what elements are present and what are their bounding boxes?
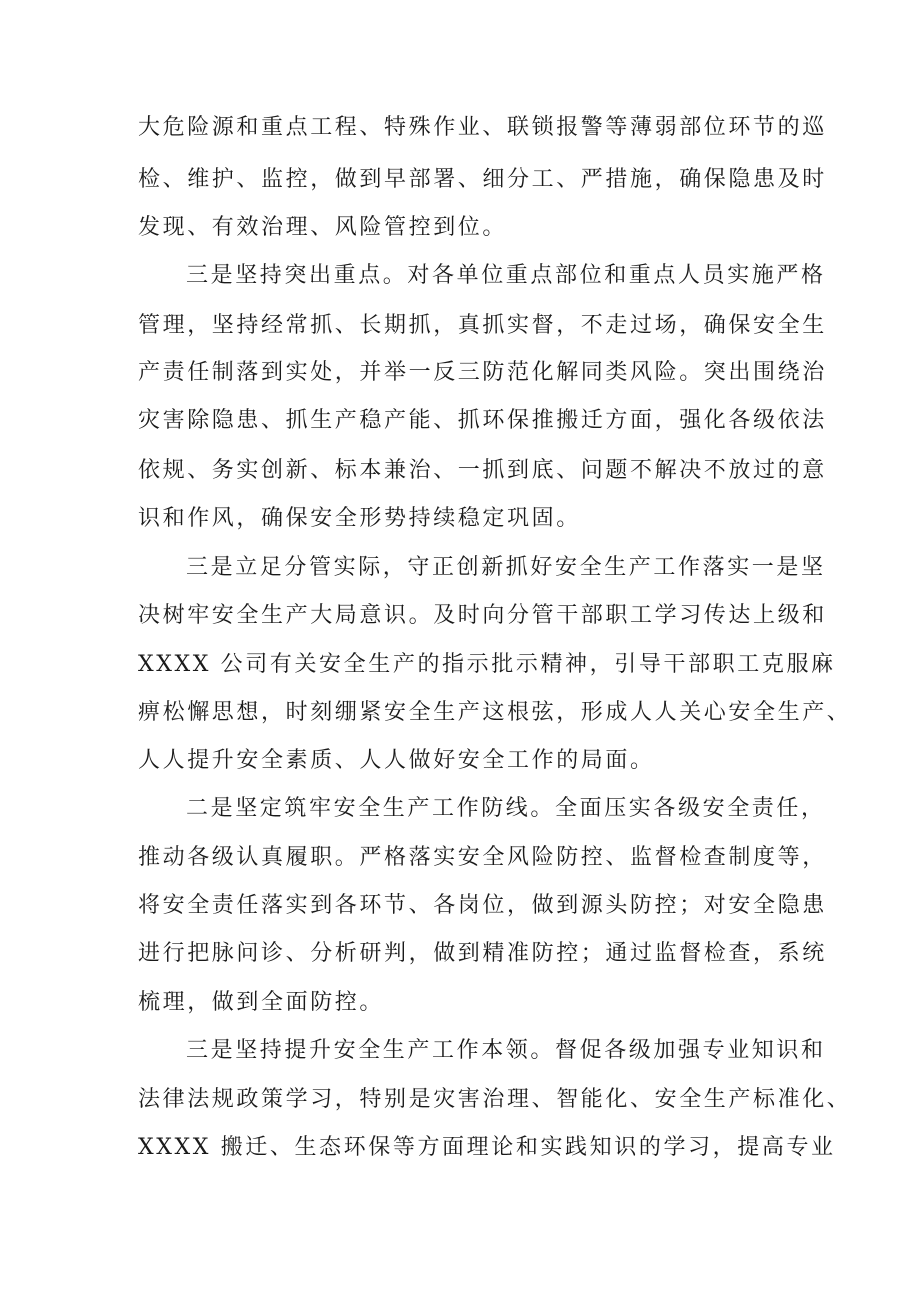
text-line: 依规、务实创新、标本兼治、一抓到底、问题不解决不放过的意: [138, 458, 827, 483]
text-line: 识和作风，确保安全形势持续稳定巩固。: [138, 506, 581, 531]
paragraph-first-line: 三是立足分管实际，守正创新抓好安全生产工作落实一是坚: [186, 555, 826, 580]
paragraph-first-line: 三是坚持突出重点。对各单位重点部位和重点人员实施严格: [186, 263, 826, 288]
text-line: XXXX 搬迁、生态环保等方面理论和实践知识的学习，提高专业: [138, 1135, 836, 1160]
text-line: XXXX 公司有关安全生产的指示批示精神，引导干部职工克服麻: [138, 652, 836, 677]
text-line: 发现、有效治理、风险管控到位。: [138, 215, 508, 240]
text-line: 梳理，做到全面防控。: [138, 990, 385, 1015]
text-line: 推动各级认真履职。严格落实安全风险防控、监督检查制度等，: [138, 845, 827, 870]
paragraph-first-line: 三是坚持提升安全生产工作本领。督促各级加强专业知识和: [186, 1038, 826, 1063]
text-line: 灾害除隐患、抓生产稳产能、抓环保推搬迁方面，强化各级依法: [138, 408, 827, 433]
text-line: 决树牢安全生产大局意识。及时向分管干部职工学习传达上级和: [138, 603, 827, 628]
text-line: 产责任制落到实处，并举一反三防范化解同类风险。突出围绕治: [138, 360, 827, 385]
text-line: 大危险源和重点工程、特殊作业、联锁报警等薄弱部位环节的巡: [138, 115, 827, 140]
text-line: 痹松懈思想，时刻绷紧安全生产这根弦，形成人人关心安全生产、: [138, 700, 852, 725]
text-line: 将安全责任落实到各环节、各岗位，做到源头防控；对安全隐患: [138, 893, 827, 918]
paragraph-first-line: 二是坚定筑牢安全生产工作防线。全面压实各级安全责任，: [186, 796, 826, 821]
text-line: 人人提升安全素质、人人做好安全工作的局面。: [138, 748, 655, 773]
text-line: 进行把脉问诊、分析研判，做到精准防控；通过监督检查，系统: [138, 941, 827, 966]
text-line: 管理，坚持经常抓、长期抓，真抓实督，不走过场，确保安全生: [138, 313, 827, 338]
text-line: 检、维护、监控，做到早部署、细分工、严措施，确保隐患及时: [138, 167, 827, 192]
text-line: 法律法规政策学习，特别是灾害治理、智能化、安全生产标准化、: [138, 1087, 852, 1112]
